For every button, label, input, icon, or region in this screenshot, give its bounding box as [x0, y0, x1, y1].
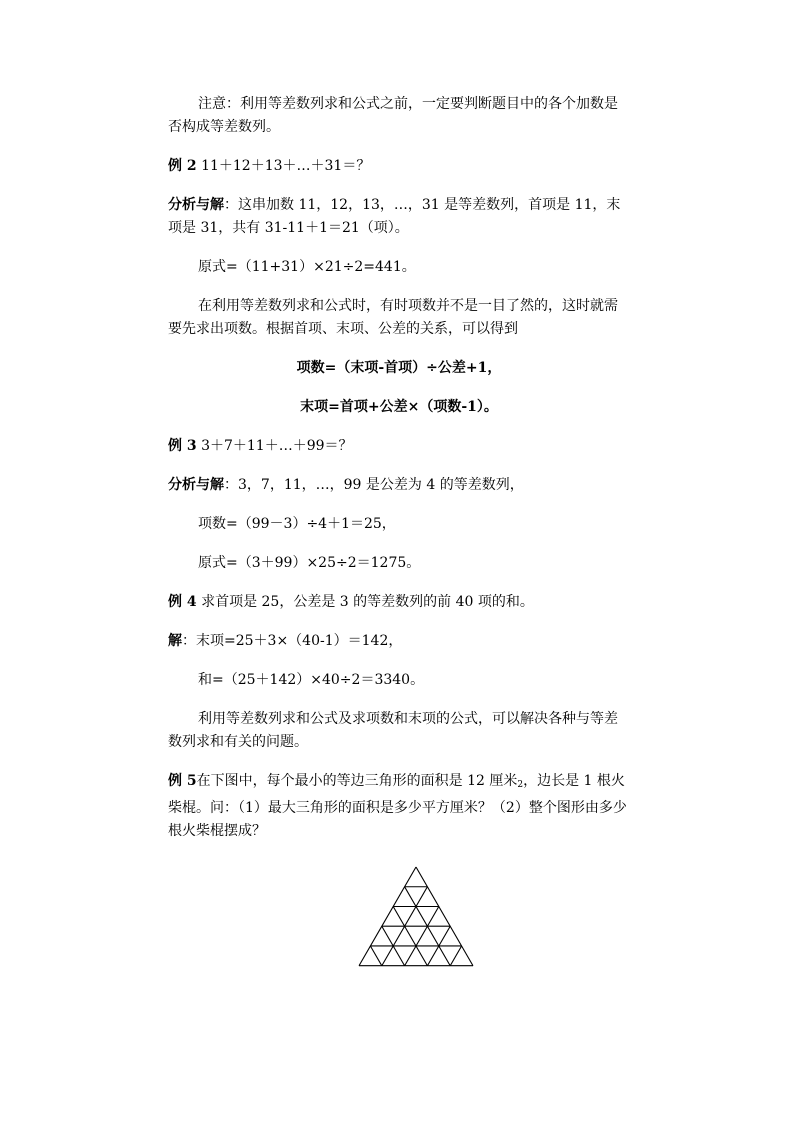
- example-4-text: 求首项是 25，公差是 3 的等差数列的前 40 项的和。: [201, 594, 534, 610]
- example-3-line-1: 项数=（99－3）÷4＋1＝25，: [198, 516, 396, 532]
- diagonal-matchstick-line: [359, 867, 416, 966]
- example-4-line-2: 和=（25＋142）×40÷2＝3340。: [198, 672, 425, 688]
- example-2-text: 11＋12＋13＋…＋31＝？: [201, 158, 371, 174]
- formula-last-term: 末项=首项+公差×（项数-1）。: [300, 399, 498, 415]
- example-4-question: [168, 591, 630, 614]
- example-4-solution: [168, 630, 630, 653]
- example-3-analysis: [168, 474, 630, 497]
- example-2-label: 例 2: [168, 158, 197, 174]
- example-2-result: 原式=（11+31）×21÷2=441。: [198, 259, 416, 275]
- example-3-question: [168, 435, 630, 458]
- diagonal-matchstick-line: [416, 867, 473, 966]
- matchstick-triangle-figure: [357, 865, 475, 985]
- analysis-text: ：这串加数 11，12，13，…，31 是等差数列，首项是 11，末项是 31，共有 31-11＋1＝21（项）。: [168, 197, 621, 236]
- diagonal-matchstick-line: [370, 946, 381, 966]
- example-4-label: 例 4: [168, 594, 197, 610]
- example-3-line-2: 原式=（3＋99）×25÷2＝1275。: [198, 555, 421, 571]
- analysis-text: ：3，7，11，…，99 是公差为 4 的等差数列，: [224, 477, 524, 493]
- example-5-question: [168, 770, 630, 843]
- document-body: [168, 93, 630, 843]
- example-5-text-b: ，边长是 1 根火柴棍。问：（1）最大三角形的面积是多少平方厘米？（2）整个图形由多少根火柴棍摆成？: [168, 773, 627, 839]
- example-5-label: 例 5: [168, 773, 197, 789]
- analysis-label: 分析与解: [168, 477, 224, 493]
- diagonal-matchstick-line: [450, 946, 461, 966]
- solution-text: ：末项=25＋3×（40-1）＝142，: [182, 633, 403, 649]
- summary-paragraph: 利用等差数列求和公式及求项数和末项的公式，可以解决各种与等差数列求和有关的问题。: [168, 711, 618, 750]
- formula-term-count: 项数=（末项-首项）÷公差+1，: [296, 360, 502, 376]
- analysis-label: 分析与解: [168, 197, 224, 213]
- superscript-2: 2: [517, 780, 524, 790]
- note-paragraph: 注意：利用等差数列求和公式之前，一定要判断题目中的各个加数是否构成等差数列。: [168, 96, 618, 135]
- example-2-analysis: [168, 194, 630, 240]
- example-3-text: 3＋7＋11＋…＋99＝？: [201, 438, 353, 454]
- example-3-label: 例 3: [168, 438, 197, 454]
- example-5-text-a: 在下图中，每个最小的等边三角形的面积是 12 厘米: [196, 773, 518, 789]
- example-2-question: [168, 155, 630, 178]
- intro-paragraph: 在利用等差数列求和公式时，有时项数并不是一目了然的，这时就需要先求出项数。根据首项、末项、公差的关系，可以得到: [168, 298, 618, 337]
- solution-label: 解: [168, 633, 182, 649]
